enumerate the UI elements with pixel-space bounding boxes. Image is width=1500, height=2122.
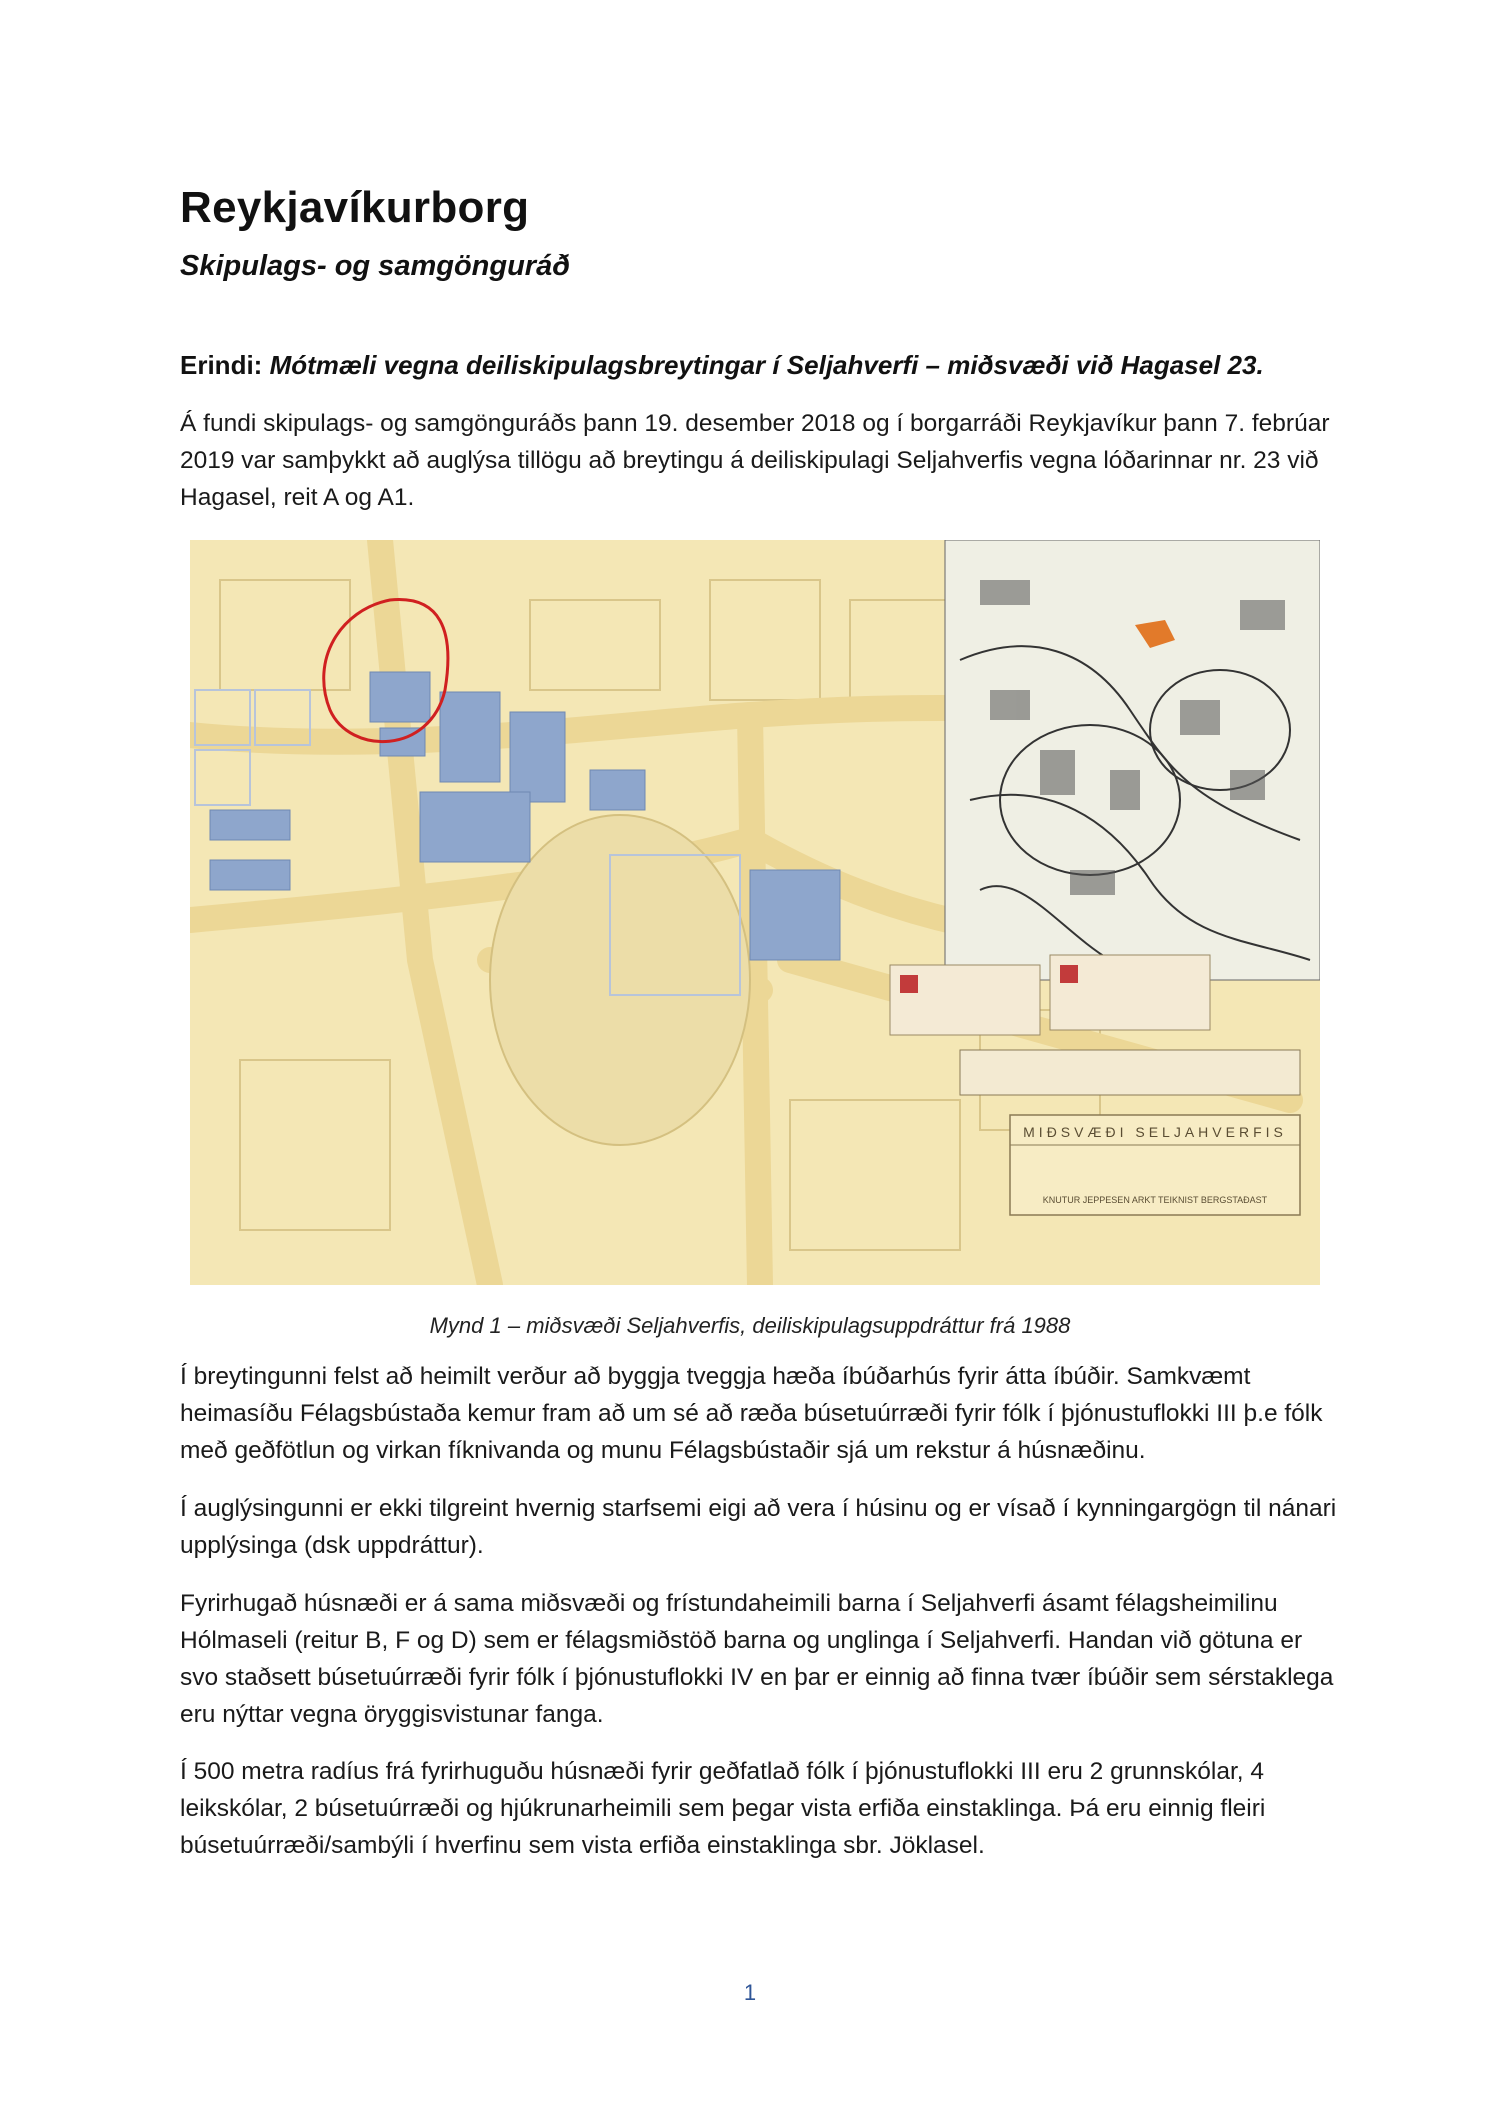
org-title: Reykjavíkurborg: [180, 183, 530, 232]
site-plan-map: [190, 540, 1320, 1285]
plan-architect-text: KNUTUR JEPPESEN ARKT TEIKNIST BERGSTAÐAST: [1042, 1195, 1268, 1205]
subject-text: Mótmæli vegna deiliskipulagsbreytingar í Seljahverfi – miðsvæði við Hagasel 23.: [269, 350, 1264, 380]
paragraph-radius: Í 500 metra radíus frá fyrirhuguðu húsnæði fyrir geðfatlað fólk í þjónustuflokki III eru 2 grunnskólar, 4 leikskólar, 2 búsetuúrræði og hjúkrunarheimili sem þegar vista erfiða einstaklinga. Þá eru einnig fleiri búsetuúrræði/sambýli í hverfinu sem vista erfiða einstaklinga sbr. Jöklasel.: [180, 1758, 1266, 1859]
committee-subtitle: Skipulags- og samgönguráð: [180, 250, 570, 282]
inset-overview-map: [945, 540, 1320, 980]
plan-title-text: MIÐSVÆÐI SELJAHVERFIS: [1023, 1124, 1287, 1140]
subject-line: [180, 350, 1340, 381]
figure-caption: Mynd 1 – miðsvæði Seljahverfis, deiliskipulagsuppdráttur frá 1988: [429, 1313, 1071, 1338]
paragraph-advertisement: Í auglýsingunni er ekki tilgreint hvernig starfsemi eigi að vera í húsinu og er vísað í kynningargögn til nánari upplýsinga (dsk uppdráttur).: [180, 1495, 1337, 1559]
paragraph-change: Í breytingunni felst að heimilt verður að byggja tveggja hæða íbúðarhús fyrir átta íbúðir. Samkvæmt heimasíðu Félagsbústaða kemur fram að um sé að ræða búsetuúrræði fyrir fólk í þjónustuflokki III þ.e fólk með geðfötlun og virkan fíknivanda og munu Félagsbústaðir sjá um rekstur á húsnæðinu.: [180, 1363, 1323, 1464]
subject-label: Erindi:: [180, 350, 263, 380]
page-number: 1: [743, 1980, 757, 2005]
paragraph-location: Fyrirhugað húsnæði er á sama miðsvæði og frístundaheimili barna í Seljahverfi ásamt félagsheimilinu Hólmaseli (reitur B, F og D) sem er félagsmiðstöð barna og unglinga í Seljahverfi. Handan við götuna er svo staðsett búsetuúrræði fyrir fólk í þjónustuflokki IV en þar er einnig að finna tvær íbúðir sem sérstaklega eru nýttar vegna öryggisvistunar fanga.: [180, 1590, 1334, 1728]
paragraph-intro: Á fundi skipulags- og samgönguráðs þann 19. desember 2018 og í borgarráði Reykjavíkur þann 7. febrúar 2019 var samþykkt að auglýsa tillögu að breytingu á deiliskipulagi Seljahverfis vegna lóðarinnar nr. 23 við Hagasel, reit A og A1.: [180, 410, 1330, 511]
site-plan-figure: [190, 540, 1320, 1285]
